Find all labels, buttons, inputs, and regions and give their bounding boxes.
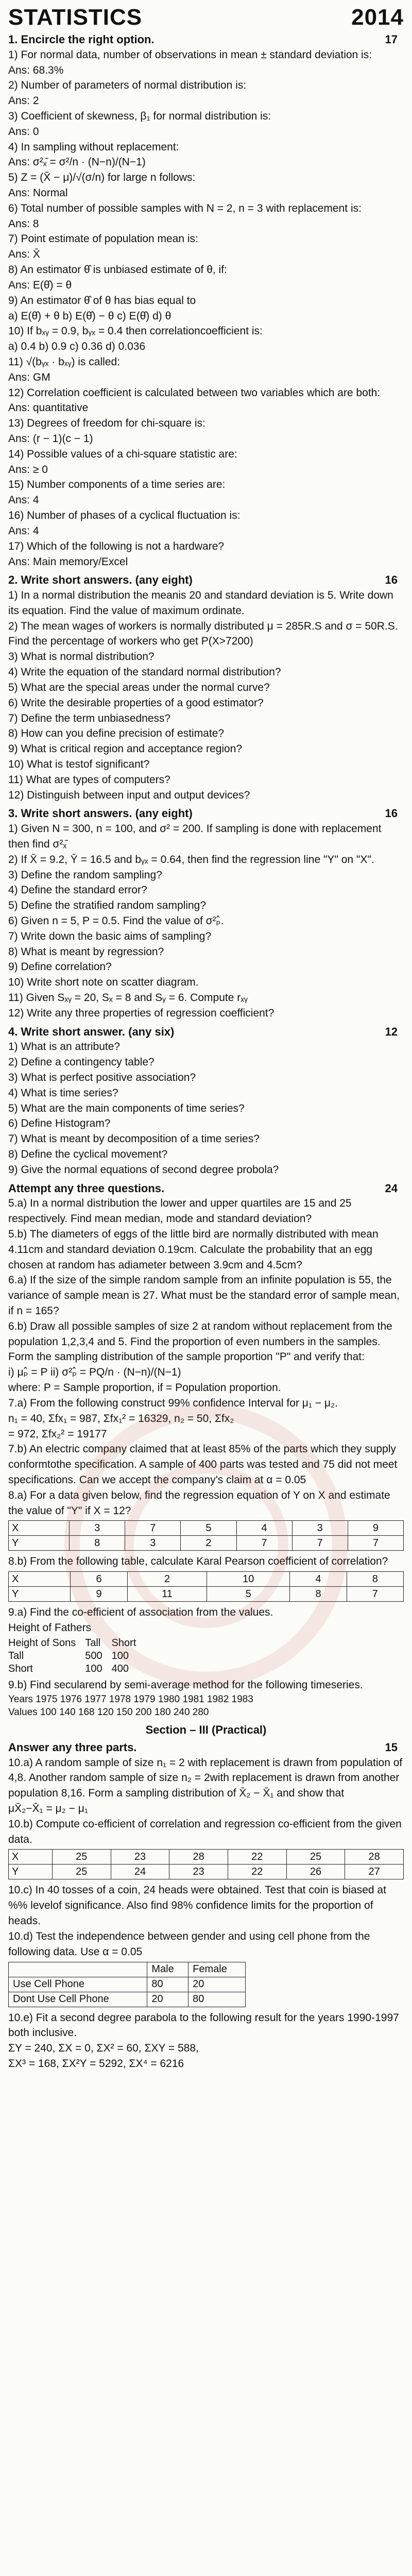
table-cell: 8: [347, 1572, 403, 1587]
table-cell: 28: [169, 1850, 228, 1865]
question-line: ΣX³ = 168, ΣX²Y = 5292, ΣX⁴ = 6216: [8, 2057, 184, 2070]
question-line: 17) Which of the following is not a hardware?: [8, 540, 225, 552]
question-line: 4) Define the standard error?: [8, 884, 147, 896]
header-cell: Height of Sons: [8, 1637, 76, 1649]
question-line: 1) Given N = 300, n = 100, and σ² = 200. If sampling is done with replacement then find σ²ₓ̄: [8, 823, 382, 850]
section-title: 2. Write short answers. (any eight): [8, 573, 193, 587]
question-line: 3) What is perfect positive association?: [8, 1071, 196, 1083]
question-line: where: P = Sample proportion, if = Population proportion.: [8, 1382, 281, 1394]
row-label: X: [9, 1572, 71, 1587]
question-line: 6.a) If the size of the simple random sample from an infinite population is 55, the variance of sample mean is 27. What must be the standard error of sample mean, if n = 165?: [8, 1274, 400, 1317]
table-cell: 8: [290, 1587, 347, 1602]
question-line: 1) In a normal distribution the meanis 20 and standard deviation is 5. Write down its equation. Find the value of maximum ordinate.: [8, 589, 393, 617]
table-cell: 3: [292, 1521, 348, 1536]
section-3-title: Section – III (Practical): [145, 1723, 267, 1736]
table-cell: 5: [207, 1587, 290, 1602]
table-cell: 10: [207, 1572, 290, 1587]
question-line: 7) Point estimate of population mean is:: [8, 233, 198, 245]
question-line: 3) What is normal distribution?: [8, 651, 154, 663]
question-line: 10.b) Compute co-efficient of correlation and regression co-efficient from the given data.: [8, 1818, 402, 1845]
table-cell: 24: [111, 1865, 169, 1879]
question-line: 1) For normal data, number of observations in mean ± standard deviation is:: [8, 48, 372, 61]
question-line: 15) Number components of a time series are:: [8, 479, 226, 491]
question-line: 10) What is testof significant?: [8, 758, 150, 770]
question-sections: [8, 32, 404, 1518]
table-cell: 22: [228, 1850, 286, 1865]
question-line: 11) Given Sₓᵧ = 20, Sₓ = 8 and Sᵧ = 6. Compute rₓᵧ: [8, 992, 248, 1004]
question-line: 5) Define the stratified random sampling?: [8, 900, 207, 912]
question-line: 5) Z = (X̄ − μ)/√(σ/n) for large n follows:: [8, 172, 196, 184]
table-cell: 2: [181, 1536, 236, 1551]
question-line: μX̄₂−X̄₁ = μ₂ − μ₁: [8, 1803, 88, 1815]
question-line: 7) Define the term unbiasedness?: [8, 712, 171, 724]
question-line: Ans: X̄: [8, 248, 40, 261]
question-line: 12) Distinguish between input and output devices?: [8, 789, 250, 801]
section-marks: 24: [385, 1181, 398, 1195]
table-cell: 4: [236, 1521, 292, 1536]
row-label: Y: [9, 1536, 70, 1551]
row-label: Y: [9, 1865, 53, 1879]
table-cell: 27: [345, 1865, 404, 1879]
question-line: a) 0.4 b) 0.9 c) 0.36 d) 0.036: [8, 341, 146, 353]
question-line: = 972, Σfx₂² = 19177: [8, 1428, 107, 1440]
question-line: 8) An estimator θ̂ is unbiased estimate of θ, if:: [8, 264, 227, 276]
practical-title: Answer any three parts.: [8, 1740, 137, 1754]
table-cell: 100: [85, 1663, 102, 1674]
question-line: 11) What are types of computers?: [8, 773, 170, 786]
question-line: 16) Number of phases of a cyclical fluctuation is:: [8, 510, 241, 522]
question-line: 10.c) In 40 tosses of a coin, 24 heads were obtained. Test that coin is biased at %% levelof significance. Also find 98% confidence limits for the proportion of heads.: [8, 1884, 386, 1927]
table-10d: [8, 1962, 246, 2007]
question-line: Ans: (r − 1)(c − 1): [8, 433, 93, 445]
row-label: X: [9, 1850, 53, 1865]
table-cell: 20: [188, 1977, 246, 1992]
question-line: 9) Define correlation?: [8, 961, 112, 973]
table-header-row: [8, 1637, 145, 1650]
header-cell: Female: [188, 1962, 246, 1977]
question-line: 4) Write the equation of the standard normal distribution?: [8, 666, 281, 679]
table-cell: 400: [111, 1663, 129, 1674]
table-cell: 9: [348, 1521, 403, 1536]
subject-title: STATISTICS: [8, 5, 143, 30]
table-cell: 80: [147, 1977, 188, 1992]
question-line: 11) √(bᵧₓ · bₓᵧ) is called:: [8, 355, 120, 368]
question-line: Ans: Main memory/Excel: [8, 555, 128, 568]
question-line: 2) Define a contingency table?: [8, 1056, 154, 1069]
table-cell: 28: [345, 1850, 404, 1865]
table-cell: 4: [290, 1572, 347, 1587]
question-line: 1) What is an attribute?: [8, 1041, 121, 1053]
table-cell: 5: [181, 1521, 236, 1536]
table-cell: 8: [70, 1536, 125, 1551]
table-cell: Short: [8, 1663, 33, 1674]
table-cell: 23: [111, 1850, 169, 1865]
question-line: 9) Give the normal equations of second degree probola?: [8, 1163, 279, 1176]
table-cell: 20: [147, 1992, 188, 2007]
table-cell: 22: [228, 1865, 286, 1879]
question-line: a) E(θ̂) + θ b) E(θ̂) − θ c) E(θ̂) d) θ: [8, 310, 171, 322]
table-row: [8, 1650, 145, 1663]
question-line: Ans: GM: [8, 371, 50, 383]
question-line: Ans: 0: [8, 125, 39, 138]
question-line: 5) What are the main components of time series?: [8, 1102, 245, 1114]
question-line: 10.d) Test the independence between gender and using cell phone from the following data. Use α = 0.05: [8, 1930, 370, 1958]
table-row: [9, 1572, 404, 1587]
table-row: [9, 1587, 404, 1602]
question-line: Ans: 4: [8, 494, 39, 506]
section-marks: 16: [385, 807, 398, 820]
table-cell: 6: [71, 1572, 127, 1587]
section-marks: 17: [385, 33, 398, 46]
table-cell: 25: [286, 1850, 345, 1865]
question-line: 7.a) From the following construct 99% confidence Interval for μ₁ − μ₂.: [8, 1397, 338, 1409]
table-cell: 7: [236, 1536, 292, 1551]
practical-marks: 15: [385, 1740, 398, 1754]
table-8b: [8, 1571, 404, 1602]
table-cell: 26: [286, 1865, 345, 1879]
question-line: 2) Number of parameters of normal distribution is:: [8, 79, 247, 92]
table-cell: 2: [127, 1572, 207, 1587]
question-line: 2) The mean wages of workers is normally distributed μ = 285R.S and σ = 50R.S. Find the percentage of workers who get P(X>7200): [8, 620, 398, 648]
question-line: Ans: quantitative: [8, 402, 89, 414]
question-line: 7) What is meant by decomposition of a time series?: [8, 1133, 260, 1145]
table-9a: [8, 1637, 145, 1675]
table-cell: 3: [70, 1521, 125, 1536]
question-line: 8) How can you define precision of estimate?: [8, 727, 225, 740]
question-line: 10.e) Fit a second degree parabola to the following result for the years 1990-1997 both inclusive.: [8, 2011, 399, 2039]
question-line: 9) What is critical region and acceptance region?: [8, 743, 243, 755]
table-row: [9, 1850, 404, 1865]
final-lines: [8, 2010, 404, 2072]
section-header: [8, 1024, 404, 1040]
section-title: 3. Write short answers. (any eight): [8, 807, 193, 820]
question-line: 12) Correlation coefficient is calculated between two variables which are both:: [8, 386, 381, 399]
page-header: [8, 6, 404, 29]
question-line: ΣY = 240, ΣX = 0, ΣX² = 60, ΣXY = 588,: [8, 2042, 199, 2055]
table-row: [9, 1521, 404, 1536]
section-header: [8, 1181, 404, 1196]
practical-more: [8, 1883, 404, 1959]
table-row: [8, 1663, 145, 1675]
question-line: Ans: σ²ₓ̄ = σ²/n · (N−n)/(N−1): [8, 156, 146, 168]
question-line: i) μₚ̂ = P ii) σ²ₚ̂ = PQ/n · (N−n)/(N−1): [8, 1366, 181, 1379]
header-cell: Tall: [85, 1637, 101, 1649]
question-9b: 9.b) Find secularend by semi-average method for the following timeseries.: [8, 1679, 363, 1691]
table-8a: [8, 1520, 404, 1551]
section-marks: 16: [385, 573, 398, 587]
question-line: 7.b) An electric company claimed that at least 85% of the parts which they supply conformtothe specification. A sample of 400 parts was tested and 75 did not meet specifications. Can we accept the company's claim at α = 0.05: [8, 1443, 398, 1486]
question-line: 8) What is meant by regression?: [8, 945, 164, 958]
question-line: 2) If X̄ = 9.2, Ȳ = 16.5 and bᵧₓ = 0.64, then find the regression line "Y" on "X".: [8, 853, 374, 866]
question-line: 12) Write any three properties of regression coefficient?: [8, 1007, 274, 1019]
question-line: 6) Given n = 5, P = 0.5. Find the value of σ²ₚ̂.: [8, 914, 224, 927]
question-line: 3) Coefficient of skewness, β₁ for normal distribution is:: [8, 110, 271, 122]
question-line: 6) Write the desirable properties of a good estimator?: [8, 697, 264, 709]
header-cell: Male: [147, 1962, 188, 1977]
table-cell: 80: [188, 1992, 246, 2007]
question-line: 5.a) In a normal distribution the lower and upper quartiles are 15 and 25 respectively. Find mean median, mode and standard deviation?: [8, 1197, 352, 1225]
row-label: Y: [9, 1587, 71, 1602]
section-title: 4. Write short answer. (any six): [8, 1025, 175, 1038]
row-label: X: [9, 1521, 70, 1536]
table-cell: Use Cell Phone: [9, 1977, 147, 1992]
question-8b: 8.b) From the following table, calculate Karal Pearson coefficient of correlation?: [8, 1555, 388, 1568]
table-cell: 25: [52, 1865, 111, 1879]
table-row: [9, 1865, 404, 1879]
years-row: Years 1975 1976 1977 1978 1979 1980 1981 1982 1983: [8, 1693, 253, 1705]
table-cell: 25: [52, 1850, 111, 1865]
table-9a-title: Height of Fathers: [8, 1622, 92, 1634]
table-row: [9, 1536, 404, 1551]
table-10b: [8, 1849, 404, 1879]
table-row: [9, 1977, 246, 1992]
question-line: 3) Define the random sampling?: [8, 869, 162, 881]
question-line: 7) Write down the basic aims of sampling?: [8, 930, 212, 942]
section-marks: 12: [385, 1025, 398, 1038]
question-line: 10) Write short note on scatter diagram.: [8, 976, 199, 989]
question-line: 6.b) Draw all possible samples of size 2 at random without replacement from the population 1,2,3,4 and 5. Find the proportion of even numbers in the samples. Form the sampling distribution of the sample proportion "P" and verify that:: [8, 1320, 392, 1363]
header-cell: Short: [111, 1637, 136, 1649]
question-line: 8) Define the cyclical movement?: [8, 1148, 168, 1160]
question-9a: 9.a) Find the co-efficient of association from the values.: [8, 1606, 273, 1619]
question-line: n₁ = 40, Σfx₁ = 987, Σfx₁² = 16329, n₂ = 50, Σfx₂: [8, 1412, 234, 1425]
question-line: Ans: Normal: [8, 187, 68, 199]
table-cell: 23: [169, 1865, 228, 1879]
section-header: [8, 806, 404, 821]
question-line: Ans: 68.3%: [8, 64, 64, 76]
section-title: Attempt any three questions.: [8, 1181, 165, 1195]
table-cell: 3: [125, 1536, 181, 1551]
table-cell: Tall: [8, 1650, 24, 1662]
section-title: 1. Encircle the right option.: [8, 33, 154, 46]
practical-header: [8, 1740, 404, 1755]
table-cell: 100: [111, 1650, 129, 1662]
exam-year: 2014: [351, 5, 404, 30]
section-header: [8, 32, 404, 47]
question-line: Ans: E(θ̂) = θ: [8, 279, 72, 291]
question-line: Ans: 4: [8, 524, 39, 537]
header-cell: [9, 1962, 147, 1977]
question-line: 6) Total number of possible samples with N = 2, n = 3 with replacement is:: [8, 202, 362, 214]
question-line: 10.a) A random sample of size n₁ = 2 with replacement is drawn from population of 4,8. Another random sample of size n₂ = 2with replacement is drawn from another population 8,16. Form a sampling distribution of X̄₂ − X̄₁ and show that: [8, 1756, 403, 1800]
question-line: 4) In sampling without replacement:: [8, 141, 179, 153]
question-line: 5) What are the special areas under the normal curve?: [8, 681, 270, 693]
table-header-row: [9, 1962, 246, 1977]
table-cell: 7: [125, 1521, 181, 1536]
question-line: 4) What is time series?: [8, 1087, 118, 1099]
question-line: 6) Define Histogram?: [8, 1117, 111, 1130]
practical-lines: [8, 1755, 404, 1848]
question-line: 13) Degrees of freedom for chi-square is:: [8, 417, 205, 430]
question-line: 14) Possible values of a chi-square statistic are:: [8, 448, 237, 460]
question-line: Ans: 2: [8, 95, 39, 107]
table-cell: 500: [85, 1650, 102, 1662]
table-cell: 7: [348, 1536, 403, 1551]
table-cell: 7: [347, 1587, 403, 1602]
values-row: Values 100 140 168 120 150 200 180 240 280: [8, 1707, 209, 1718]
question-line: 10) If bₓᵧ = 0.9, bᵧₓ = 0.4 then correlationcoefficient is:: [8, 325, 263, 337]
section-header: [8, 572, 404, 588]
question-line: Ans: ≥ 0: [8, 463, 48, 476]
question-line: 8.a) For a data given below, find the regression equation of Y on X and estimate the value of "Y" if X = 12?: [8, 1489, 390, 1517]
table-cell: Dont Use Cell Phone: [9, 1992, 147, 2007]
question-line: 9) An estimator θ̂ of θ has bias equal to: [8, 294, 196, 307]
table-cell: 9: [71, 1587, 127, 1602]
table-cell: 11: [127, 1587, 207, 1602]
question-line: 5.b) The diameters of eggs of the little bird are normally distributed with mean 4.11cm and standard deviation 0.19cm. Calculate the probability that an egg chosen at random has adiameter between 3.9cm and 4.5cm?: [8, 1228, 379, 1271]
table-cell: 7: [292, 1536, 348, 1551]
table-row: [9, 1992, 246, 2007]
question-line: Ans: 8: [8, 217, 39, 230]
